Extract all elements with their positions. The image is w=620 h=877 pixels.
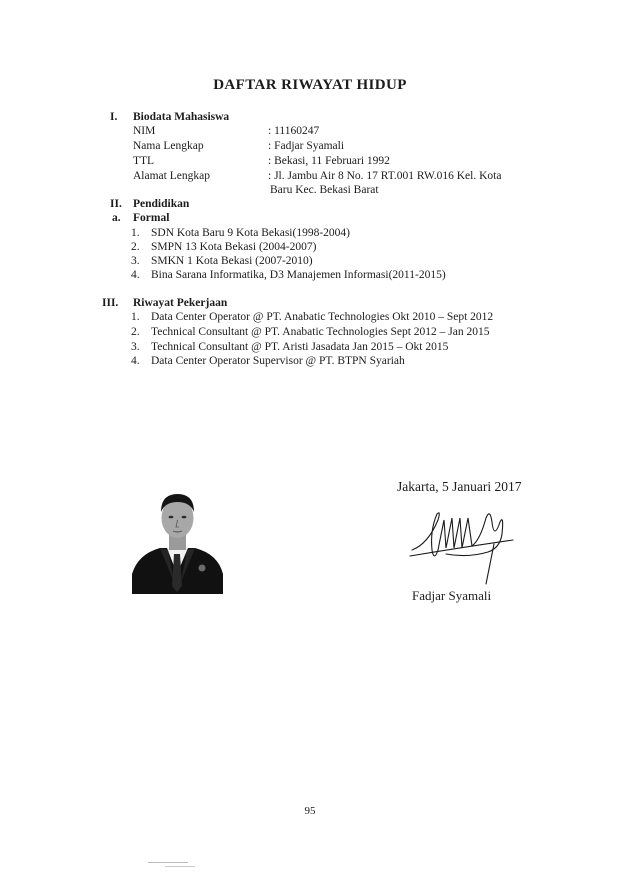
list-item-text: Data Center Operator Supervisor @ PT. BTPN Syariah <box>151 355 405 367</box>
list-item-text: Bina Sarana Informatika, D3 Manajemen Informasi(2011-2015) <box>151 269 446 281</box>
list-item-text: SMPN 13 Kota Bekasi (2004-2007) <box>151 241 317 253</box>
page-number: 95 <box>304 805 316 817</box>
list-item-text: Data Center Operator @ PT. Anabatic Technologies Okt 2010 – Sept 2012 <box>151 311 494 323</box>
handwritten-signature-icon <box>408 500 518 585</box>
field-value-alamat-cont: Baru Kec. Bekasi Barat <box>270 184 379 196</box>
list-item-number: 4. <box>131 355 140 367</box>
section-heading-biodata: Biodata Mahasiswa <box>133 111 230 123</box>
section-heading-pendidikan: Pendidikan <box>133 198 190 210</box>
list-item-number: 3. <box>131 255 140 267</box>
field-label-nama: Nama Lengkap <box>133 140 204 152</box>
scan-mark <box>165 866 195 867</box>
list-item-number: 3. <box>131 341 140 353</box>
field-label-alamat: Alamat Lengkap <box>133 170 210 182</box>
place-date: Jakarta, 5 Januari 2017 <box>397 479 522 494</box>
field-label-ttl: TTL <box>133 155 155 167</box>
list-item-number: 1. <box>131 311 140 323</box>
section-numeral-biodata: I. <box>110 111 118 123</box>
portrait-photo-icon <box>130 482 225 594</box>
section-numeral-pendidikan: II. <box>110 198 122 210</box>
section-numeral-pekerjaan: III. <box>102 297 119 309</box>
list-item-number: 4. <box>131 269 140 281</box>
field-value-ttl: : Bekasi, 11 Februari 1992 <box>268 155 390 167</box>
list-item-text: SMKN 1 Kota Bekasi (2007-2010) <box>151 255 313 267</box>
section-heading-pekerjaan: Riwayat Pekerjaan <box>133 297 228 309</box>
scan-mark <box>148 862 188 863</box>
subsection-numeral-formal: a. <box>112 212 121 224</box>
subsection-heading-formal: Formal <box>133 212 170 224</box>
list-item-number: 2. <box>131 241 140 253</box>
list-item-text: Technical Consultant @ PT. Aristi Jasadata Jan 2015 – Okt 2015 <box>151 341 449 353</box>
field-value-alamat: : Jl. Jambu Air 8 No. 17 RT.001 RW.016 Kel. Kota <box>268 170 502 182</box>
list-item-number: 1. <box>131 227 140 239</box>
list-item-text: SDN Kota Baru 9 Kota Bekasi(1998-2004) <box>151 227 350 239</box>
field-value-nama: : Fadjar Syamali <box>268 140 345 152</box>
signatory-name: Fadjar Syamali <box>412 588 492 603</box>
document-title: DAFTAR RIWAYAT HIDUP <box>213 77 407 93</box>
field-value-nim: : 11160247 <box>268 125 320 137</box>
list-item-number: 2. <box>131 326 140 338</box>
field-label-nim: NIM <box>133 125 156 137</box>
list-item-text: Technical Consultant @ PT. Anabatic Technologies Sept 2012 – Jan 2015 <box>151 326 490 338</box>
